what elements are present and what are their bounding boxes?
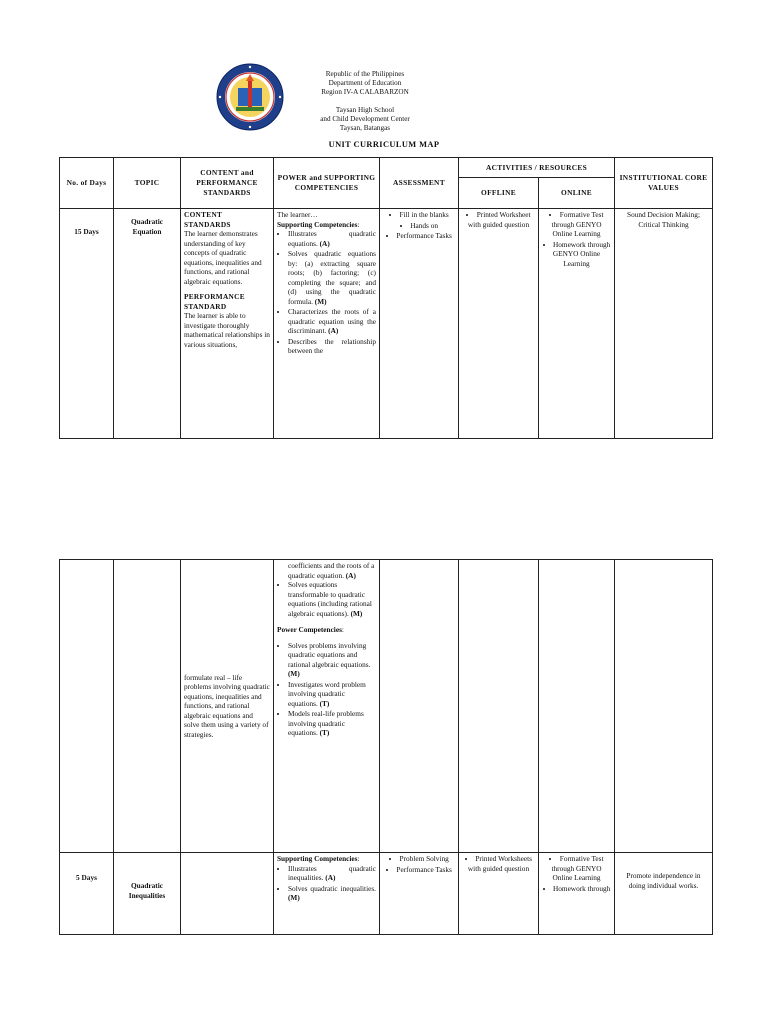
offline-item: • Printed Worksheets with guided question [462,854,535,873]
days-cell: 5 Days [60,853,114,935]
header-no-of-days: No. of Days [60,158,114,209]
letterhead-line: Republic of the Philippines [325,70,405,78]
topic-cell: Quadratic Inequalities [114,853,181,935]
letterhead-line: Department of Education [328,79,402,87]
days-cell-empty [60,560,114,853]
topic-cell: Quadratic Equation [114,209,181,439]
school-name-line: Taysan High School [335,106,395,114]
header-core-values: INSTITUTIONAL CORE VALUES [615,158,713,209]
competency-item: • Solves equations transformable to quadratic equations (including rational algebraic equations). (M) [288,580,376,618]
power-competency-item: • Solves problems involving quadratic equations and rational algebraic equations. (M) [288,641,376,679]
core-values-cell: Promote independence in doing individual works. [615,853,713,935]
assessment-item: • Problem Solving [383,854,455,864]
header-assessment: ASSESSMENT [380,158,459,209]
core-values-cell-empty [615,560,713,853]
assessment-item: • Performance Tasks [383,231,455,241]
power-competency-item: • Models real-life problems involving quadratic equations. (T) [288,709,376,738]
performance-standard-heading: PERFORMANCE STANDARD [184,292,245,311]
days-cell: 15 Days [60,209,114,439]
curriculum-map-table [59,157,713,439]
power-competencies-label: Power Competencies [277,625,342,634]
content-standards-cell [181,209,274,439]
header-content-standards: CONTENT and PERFORMANCE STANDARDS [181,158,274,209]
assessment-cell-empty [380,560,459,853]
online-item: • Homework through [542,884,611,894]
supporting-label: Supporting Competencies [277,219,358,229]
competency-item: • Illustrates quadratic inequalities. (A) [288,864,376,883]
content-standards-text: The learner demonstrates understanding of key concepts of quadratic equations, inequalities and functions, and rational algebraic equations. [184,229,262,286]
online-cell-empty [539,560,615,853]
topic-cell-empty [114,560,181,853]
content-standards-cell-empty [181,853,274,935]
online-item: • Formative Test through GENYO Online Learning [542,210,611,239]
assessment-item: • Fill in the blanks [383,210,455,220]
performance-standard-text: The learner is able to investigate thoroughly mathematical relationships in various situations, [184,311,270,349]
content-standards-heading: CONTENT STANDARDS [184,210,231,229]
core-value: Sound Decision Making; [627,210,700,219]
competency-item: • Characterizes the roots of a quadratic equation using the discriminant. (A) [288,307,376,336]
school-seal-logo [216,63,284,131]
core-values-cell [615,209,713,439]
letterhead-line: Region IV-A CALABARZON [321,88,409,96]
header-activities-resources: ACTIVITIES / RESOURCES [459,158,615,178]
offline-cell-empty [459,560,539,853]
curriculum-map-table-continued [59,559,713,935]
competency-item: • Describes the relationship between the [288,337,376,356]
competency-item: • Solves quadratic inequalities. (M) [288,884,376,903]
school-name-line: and Child Development Center [320,115,410,123]
competencies-cell-continued: coefficients and the roots of a quadratic equation. (A) • Solves equations transformable to quadratic equations (including rational algebraic equations). (M) Power Competencies: • Solves problems involving quadratic equations and rational algebraic equations. (M) • Investigates word problem involving quadratic equations. (T) • Models real-life problems involving quadratic equations. (T) [274,560,380,853]
header-competencies: POWER and SUPPORTING COMPETENCIES [274,158,380,209]
header-offline: OFFLINE [459,178,539,209]
core-value: Critical Thinking [638,219,689,229]
header-online: ONLINE [539,178,615,209]
performance-standard-continued: formulate real – life problems involving quadratic equations, inequalities and functions, and rational algebraic equations and solve them using a variety of strategies. [181,560,274,853]
assessment-item: • Hands on [383,221,455,231]
learner-intro: The learner… [277,210,318,219]
letterhead [300,70,430,133]
supporting-label: Supporting Competencies [277,854,358,863]
competencies-cell: Supporting Competencies: • Illustrates quadratic inequalities. (A) • Solves quadratic inequalities. (M) [274,853,380,935]
competency-continued: coefficients and the roots of a quadratic equation. [288,561,375,580]
assessment-cell [380,209,459,439]
offline-item: • Printed Worksheet with guided question [462,210,535,229]
offline-cell [459,209,539,439]
header-topic: TOPIC [114,158,181,209]
power-competency-item: • Investigates word problem involving quadratic equations. (T) [288,680,376,709]
offline-cell [459,853,539,935]
school-address: Taysan, Batangas [339,124,391,132]
competency-item: • Illustrates quadratic equations. (A) [288,229,376,248]
online-item: • Homework through GENYO Online Learning [542,240,611,269]
competencies-cell: The learner… Supporting Competencies: • Illustrates quadratic equations. (A) • Solves quadratic equations by: (a) extracting square roots; (b) factoring; (c) completing the square; and (d) using the quadratic formula. (M) • Characterizes the roots of a quadratic equation using the discriminant. (A) • Describes the relationship between the [274,209,380,439]
online-cell [539,209,615,439]
online-item: • Formative Test through GENYO Online Learning [542,854,611,883]
document-title: UNIT CURRICULUM MAP [328,140,440,149]
competency-item: • Solves quadratic equations by: (a) extracting square roots; (b) factoring; (c) completing the square; and (d) using the quadratic formula. (M) [288,249,376,306]
online-cell [539,853,615,935]
assessment-item: • Performance Tasks [383,865,455,875]
assessment-cell [380,853,459,935]
